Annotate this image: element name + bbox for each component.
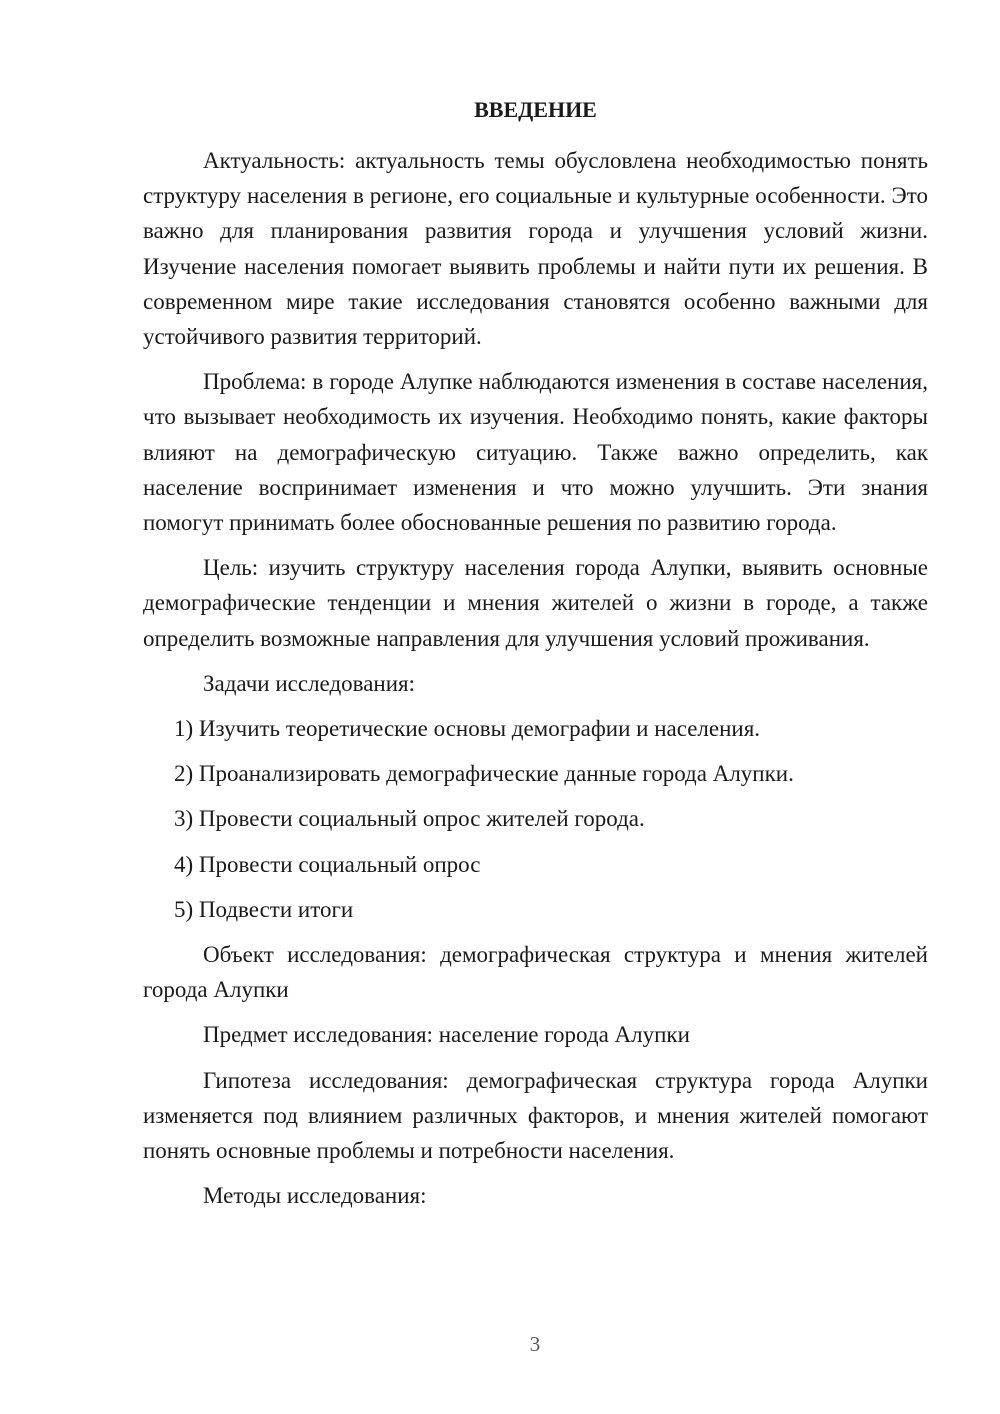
document-page <box>143 95 928 1223</box>
page-title: ВВЕДЕНИЕ <box>474 97 597 122</box>
paragraph-hypothesis: Гипотеза исследования: демографическая структура города Алупки изменяется под влиянием различных факторов, и мнения жителей помогают понять основные проблемы и потребности населения. <box>143 1067 928 1164</box>
paragraph-subject: Предмет исследования: население города Алупки <box>203 1022 690 1048</box>
paragraph-tasks-intro: Задачи исследования: <box>203 670 416 696</box>
task-item-4: 4) Провести социальный опрос <box>174 851 481 877</box>
task-item-2: 2) Проанализировать демографические данные города Алупки. <box>174 761 794 787</box>
task-item-5: 5) Подвести итоги <box>174 896 354 922</box>
paragraph-object: Объект исследования: демографическая структура и мнения жителей города Алупки <box>143 942 928 1003</box>
paragraph-relevance: Актуальность: актуальность темы обусловлена необходимостью понять структуру населения в регионе, его социальные и культурные особенности. Это важно для планирования развития города и улучшения условий жизни. Изучение населения помогает выявить проблемы и найти пути их решения. В современном мире такие исследования становятся особенно важными для устойчивого развития территорий. <box>143 148 928 350</box>
task-item-1: 1) Изучить теоретические основы демографии и населения. <box>174 716 761 742</box>
paragraph-goal: Цель: изучить структуру населения города Алупки, выявить основные демографические тенденции и мнения жителей о жизни в городе, а также определить возможные направления для улучшения условий проживания. <box>143 555 928 651</box>
task-item-3: 3) Провести социальный опрос жителей города. <box>174 806 645 832</box>
page-number: 3 <box>529 1332 541 1356</box>
paragraph-methods: Методы исследования: <box>203 1183 427 1209</box>
paragraph-problem: Проблема: в городе Алупке наблюдаются изменения в составе населения, что вызывает необходимость их изучения. Необходимо понять, какие факторы влияют на демографическую ситуацию. Также важно определить, как население воспринимает изменения и что можно улучшить. Эти знания помогут принимать более обоснованные решения по развитию города. <box>143 369 928 536</box>
